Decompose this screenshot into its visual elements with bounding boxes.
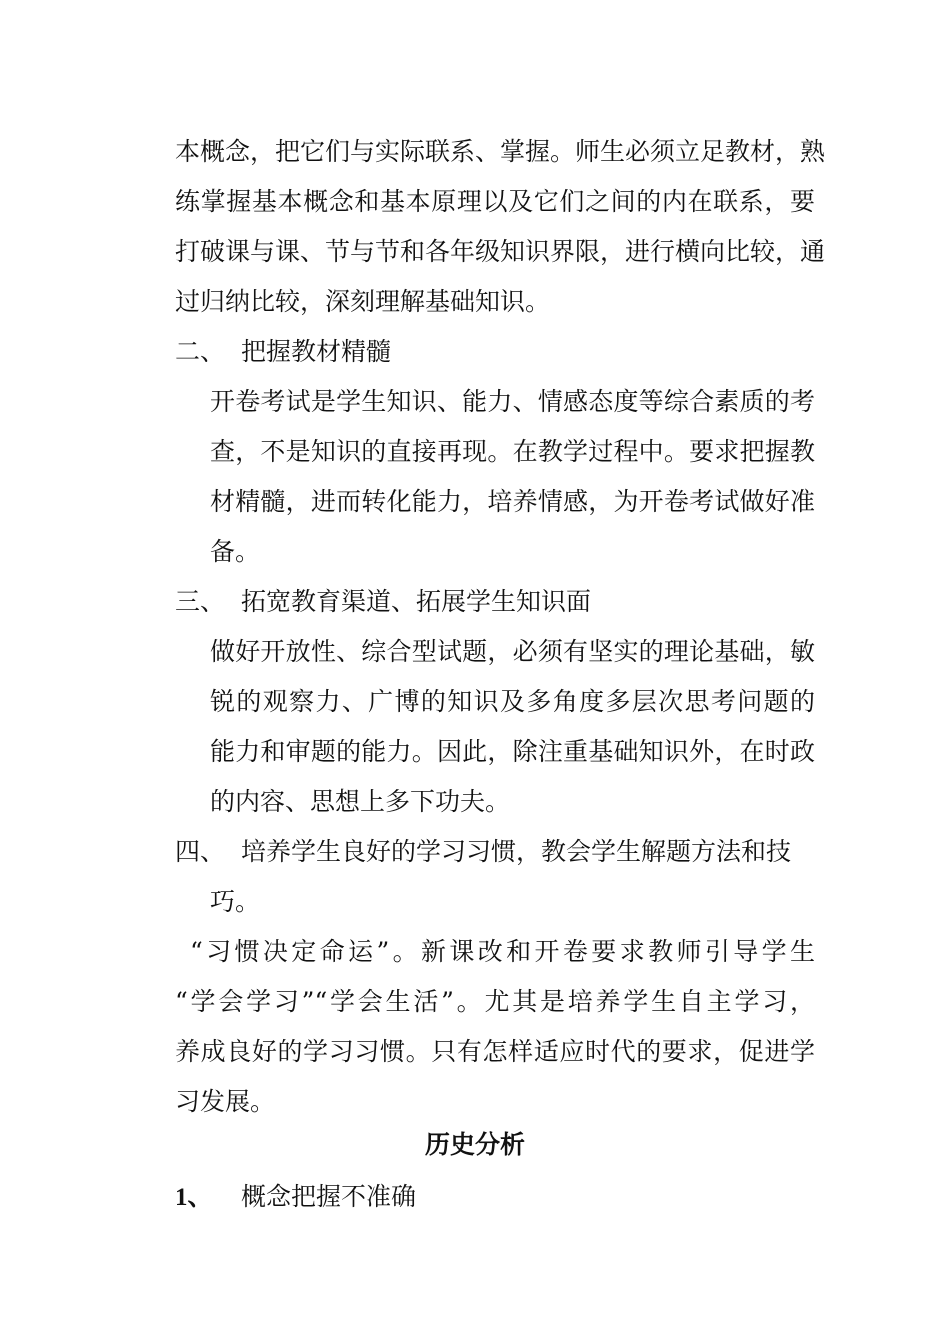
paragraph-line: “学会学习”“学会生活”。尤其是培养学生自主学习， [175,987,815,1016]
section-number: 二、 [175,337,226,366]
section-title: 把握教材精髓 [241,337,392,366]
list-item [175,1180,815,1215]
paragraph-line: 开卷考试是学生知识、能力、情感态度等综合素质的考 [210,387,815,416]
paragraph-line: 能力和审题的能力。因此，除注重基础知识外，在时政 [210,737,815,766]
section-number: 四、 [175,837,226,866]
item-text: 概念把握不准确 [241,1182,417,1211]
paragraph-line: 打破课与课、节与节和各年级知识界限，进行横向比较，通 [175,237,826,266]
section-number: 三、 [175,587,226,616]
paragraph-line: 的内容、思想上多下功夫。 [210,787,511,816]
section-title: 拓宽教育渠道、拓展学生知识面 [241,587,592,616]
paragraph-line: 材精髓，进而转化能力，培养情感，为开卷考试做好准 [210,487,815,516]
paragraph-line: “习惯决定命运”。新课改和开卷要求教师引导学生 [190,937,815,966]
paragraph-line: 查，不是知识的直接再现。在教学过程中。要求把握教 [210,437,815,466]
paragraph-line: 习发展。 [175,1087,276,1116]
paragraph-line: 本概念，把它们与实际联系、掌握。师生必须立足教材，熟 [175,137,826,166]
section-heading [175,835,815,869]
paragraph-line: 养成良好的学习习惯。只有怎样适应时代的要求，促进学 [175,1037,815,1066]
paragraph-line: 过归纳比较，深刻理解基础知识。 [175,287,551,316]
section-title-continuation: 巧。 [210,887,261,916]
section-main-title: 历史分析 [424,1130,525,1159]
item-number: 1、 [175,1184,213,1211]
paragraph-line: 锐的观察力、广博的知识及多角度多层次思考问题的 [210,687,815,716]
section-heading [175,335,815,369]
section-heading [175,585,815,619]
paragraph-line: 练掌握基本概念和基本原理以及它们之间的内在联系，要 [175,187,815,216]
paragraph-line: 备。 [210,537,261,566]
paragraph-line: 做好开放性、综合型试题，必须有坚实的理论基础，敏 [210,637,815,666]
section-title: 培养学生良好的学习习惯，教会学生解题方法和技 [241,837,792,866]
